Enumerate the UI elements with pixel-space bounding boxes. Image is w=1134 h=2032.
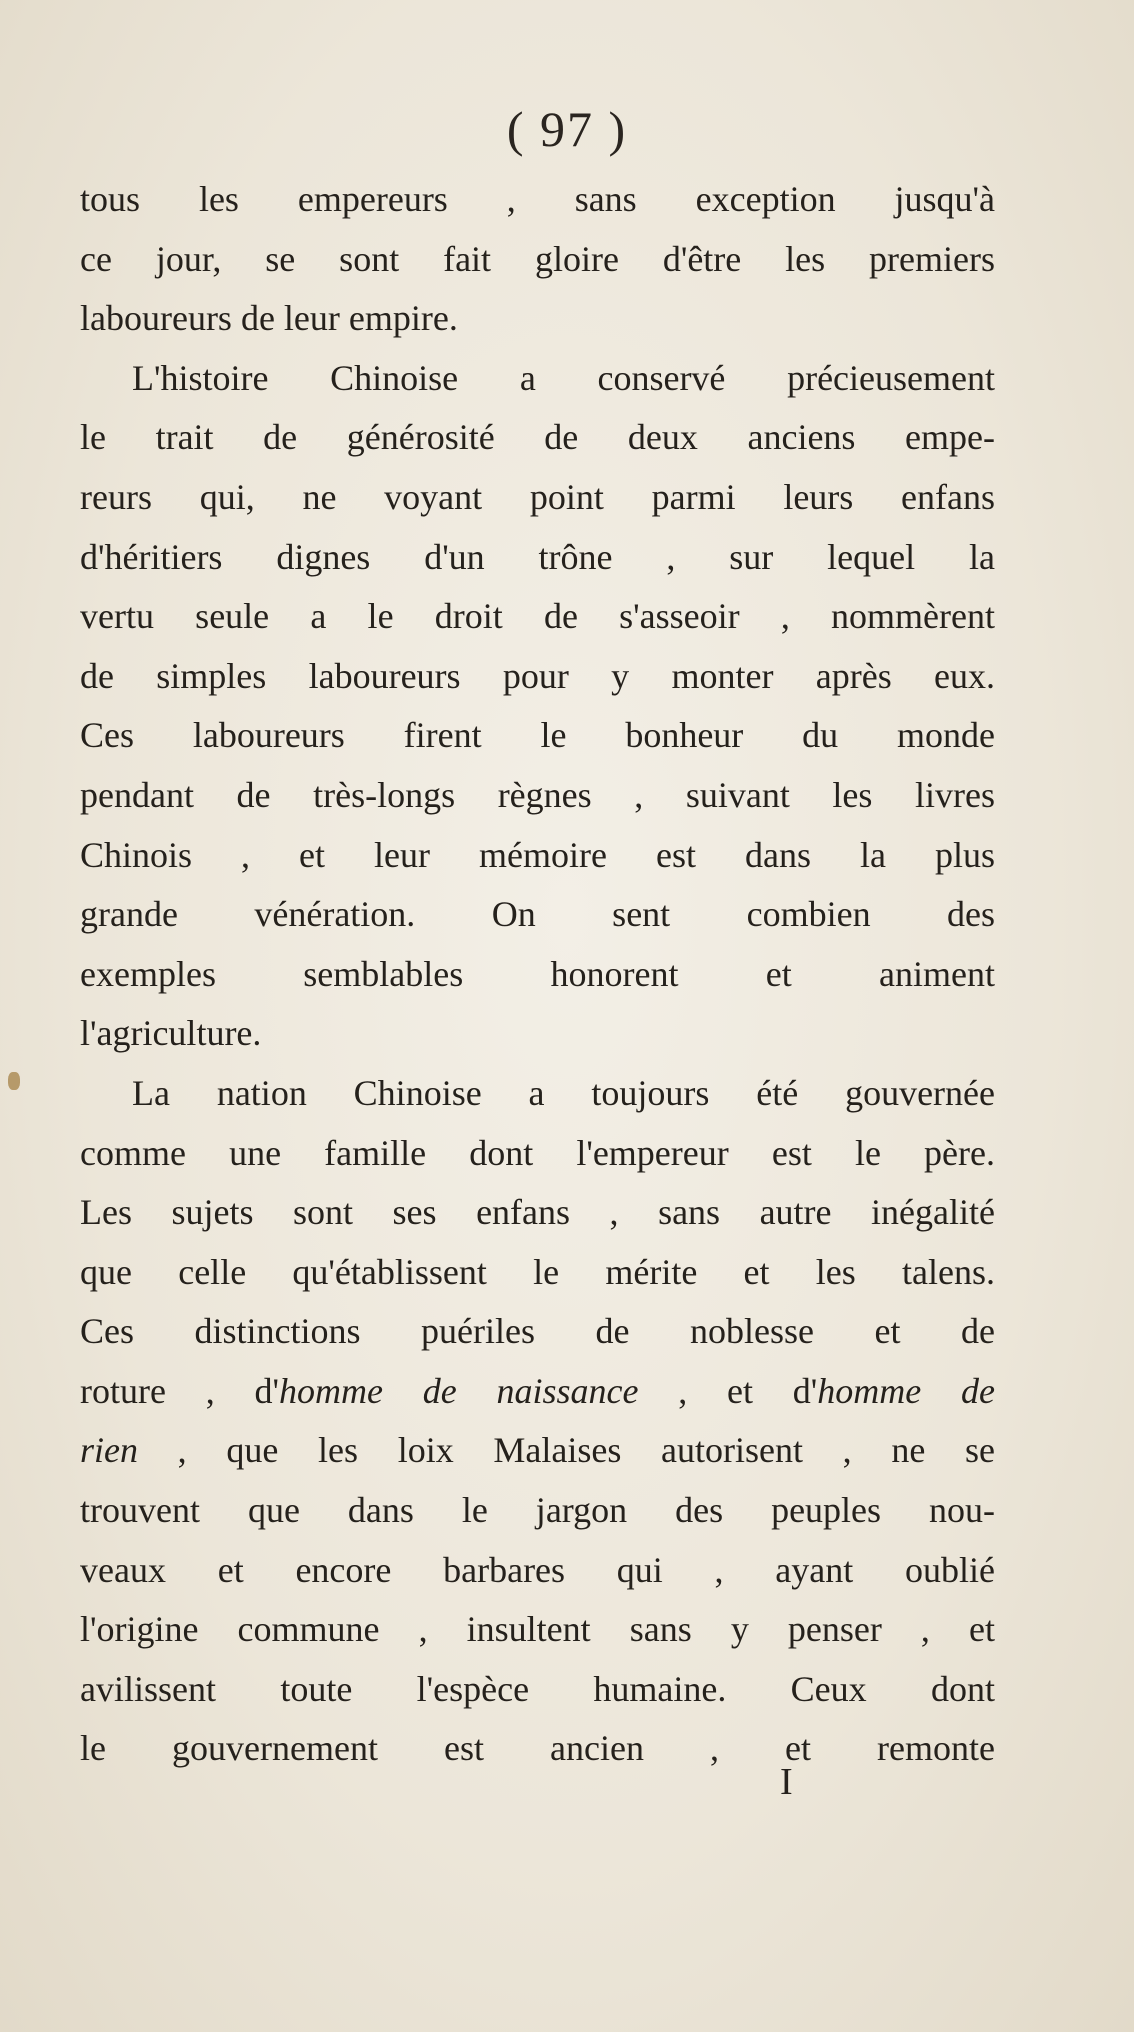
italic-phrase: homme de [817,1370,996,1411]
paragraph-start-line: La nation Chinoise a toujours été gouvernée [132,1072,995,1113]
text-segment: , et d' [638,1370,818,1411]
text-line: laboureurs de leur empire. [80,298,458,339]
text-line: trouvent que dans le jargon des peuples nou- [80,1490,995,1531]
text-line: Ces laboureurs firent le bonheur du monde [80,715,995,756]
text-line: le gouvernement est ancien , et remonte [80,1728,995,1769]
text-line: d'héritiers dignes d'un trône , sur lequel la [80,536,995,577]
text-line: exemples semblables honorent et animent [80,953,995,994]
text-line: tous les empereurs , sans exception jusqu'à [80,179,995,219]
text-line: grande vénération. On sent combien des [80,894,995,935]
text-line: comme une famille dont l'empereur est le père. [80,1132,995,1173]
text-line: reurs qui, ne voyant point parmi leurs enfans [80,476,995,517]
text-line-with-italics [80,1362,995,1422]
page-number: ( 97 ) [506,101,628,157]
text-line: veaux et encore barbares qui , ayant oublié [80,1549,995,1590]
text-line: Les sujets sont ses enfans , sans autre inégalité [80,1192,995,1233]
text-line: Ces distinctions puériles de noblesse et de [80,1311,995,1352]
paragraph-start-line: L'histoire Chinoise a conservé précieusement [132,357,995,398]
text-line: l'agriculture. [80,1013,262,1054]
italic-phrase: homme de naissance [279,1370,639,1411]
text-segment: roture , d' [80,1370,279,1411]
text-line: pendant de très-longs règnes , suivant les livres [80,774,995,815]
italic-phrase: rien [80,1430,138,1471]
text-line: l'origine commune , insultent sans y penser , et [80,1609,995,1650]
text-line: ce jour, se sont fait gloire d'être les premiers [80,238,995,279]
text-line: le trait de générosité de deux anciens empe- [80,417,995,458]
text-segment: , que les loix Malaises autorisent , ne se [138,1430,995,1471]
text-line: que celle qu'établissent le mérite et les talens. [80,1251,995,1292]
text-line-with-italics [80,1421,995,1481]
page-stain [8,1072,20,1090]
text-line: avilissent toute l'espèce humaine. Ceux dont [80,1668,995,1709]
text-line: de simples laboureurs pour y monter après eux. [80,655,995,696]
text-line: vertu seule a le droit de s'asseoir , nommèrent [80,596,995,637]
signature-mark: I [780,1761,793,1803]
text-line: Chinois , et leur mémoire est dans la plus [80,834,995,875]
body-text [80,170,995,1779]
